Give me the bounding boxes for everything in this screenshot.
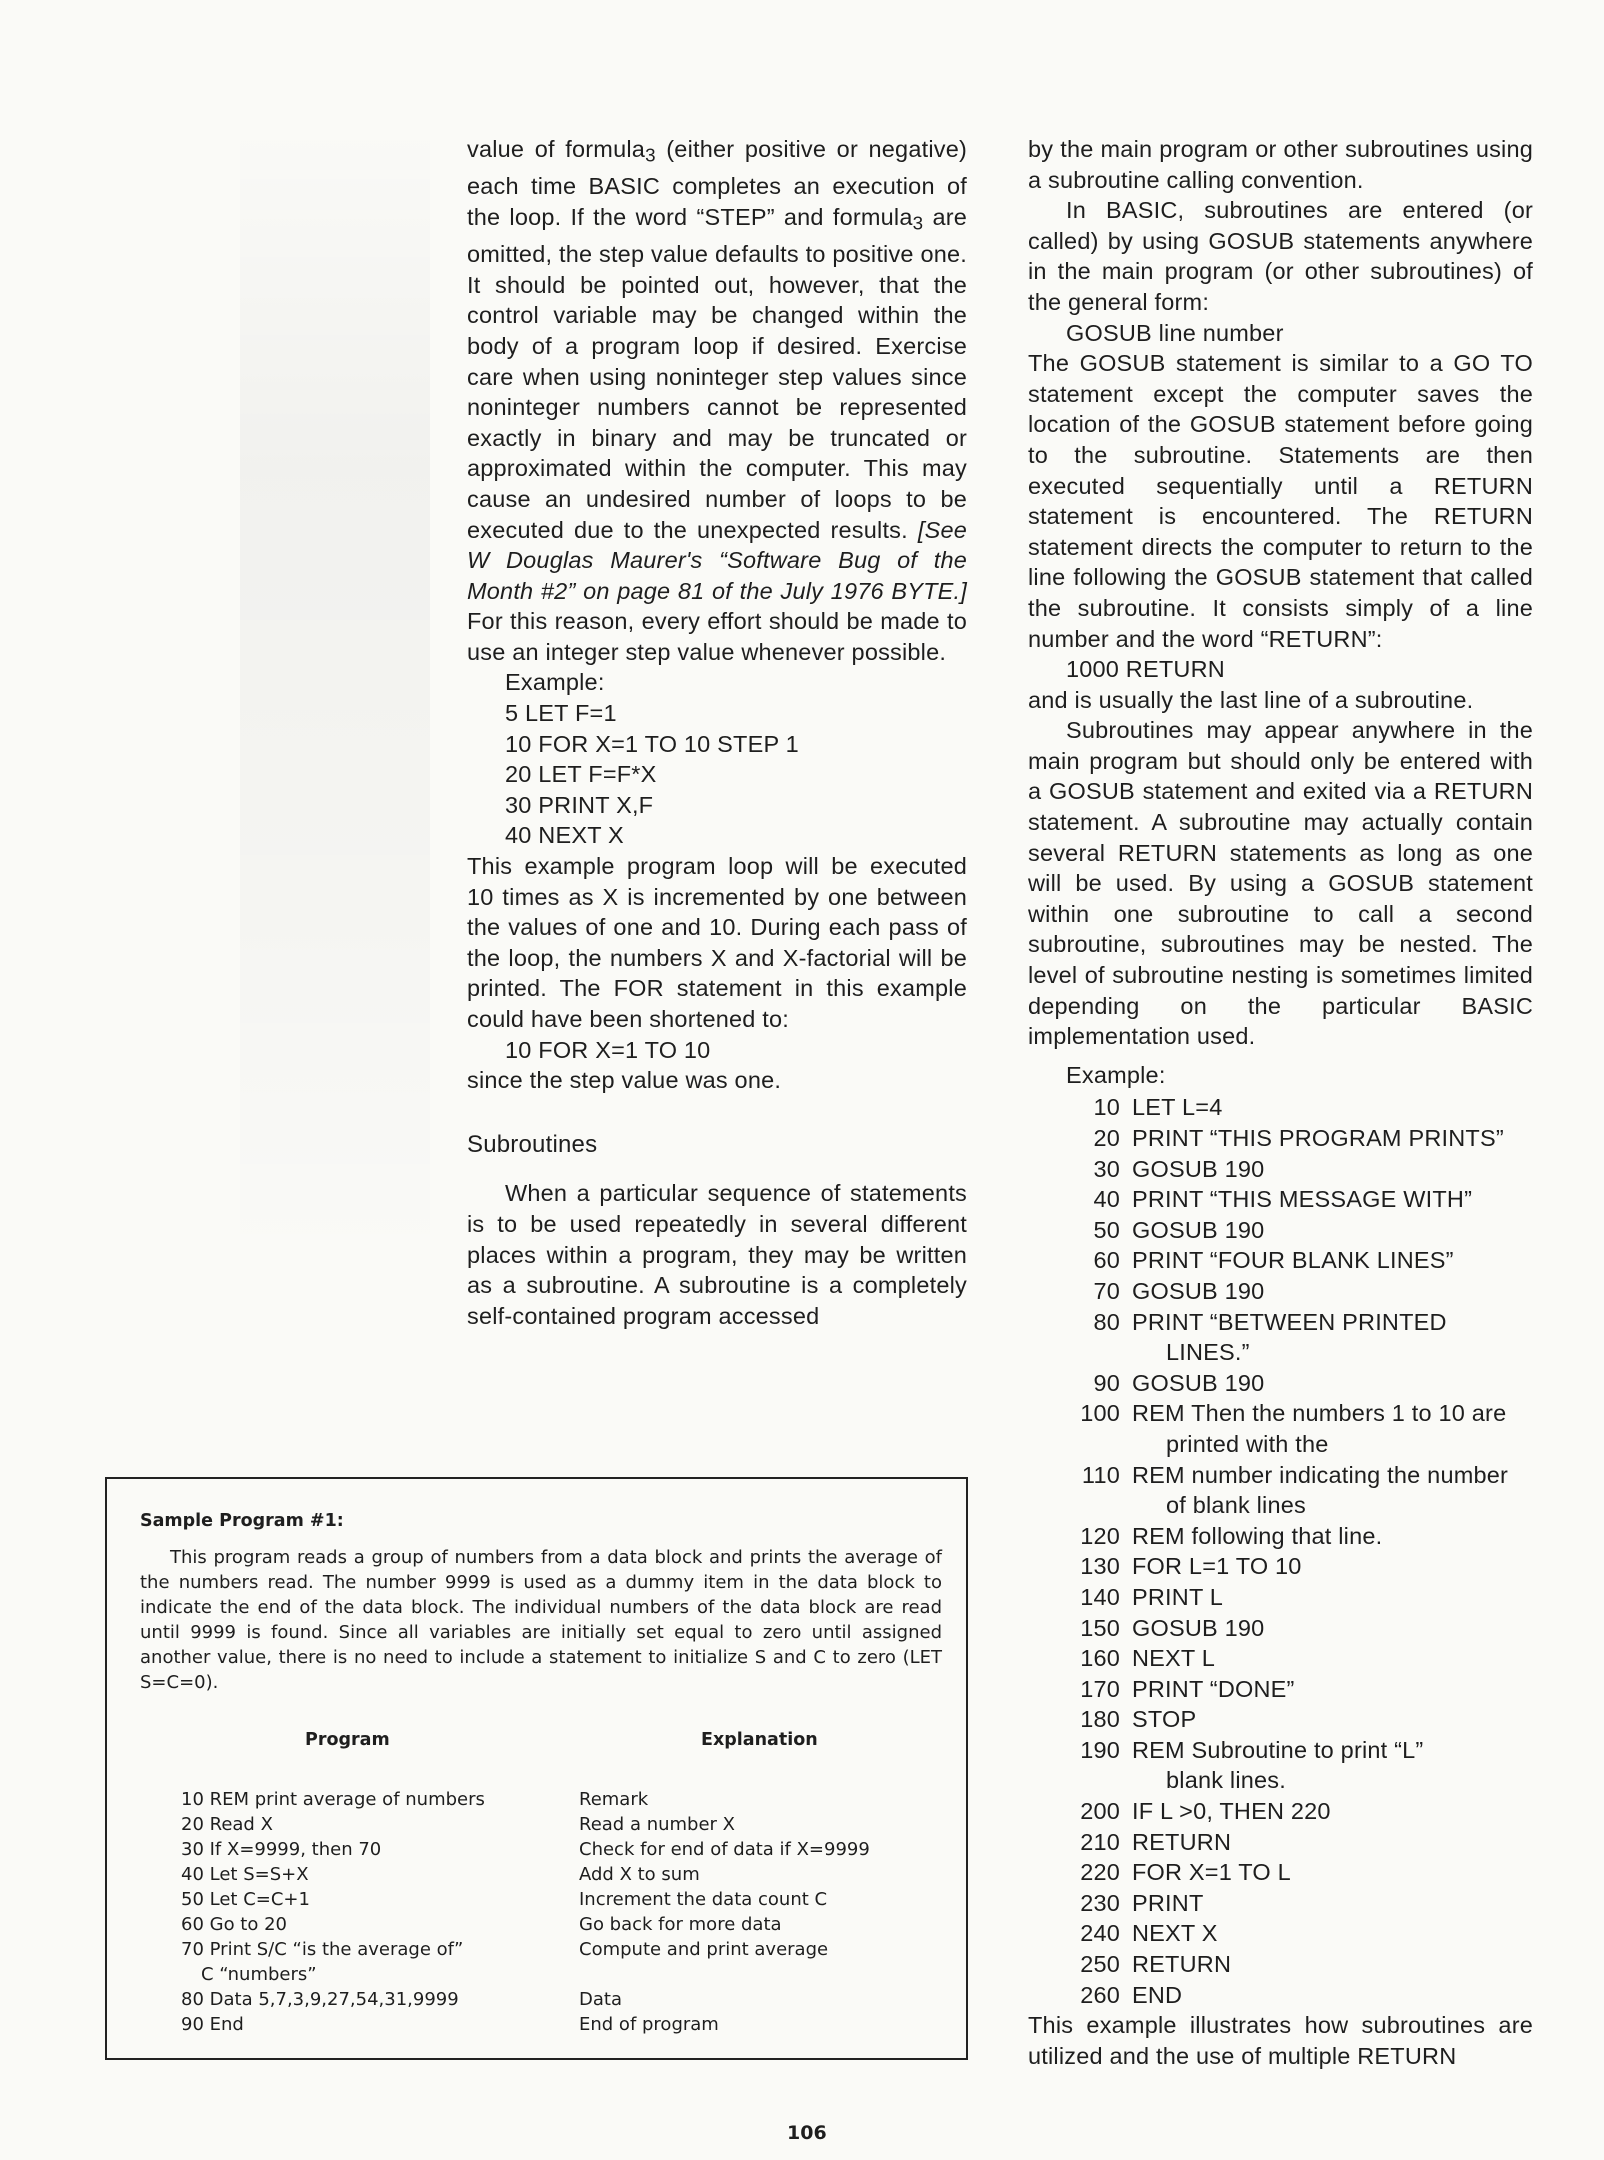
program-listing [1028, 1092, 1533, 2010]
short-code: 10 FOR X=1 TO 10 [505, 1036, 711, 1063]
sample-program-box [105, 1477, 968, 2060]
program-column-header: Program [305, 1730, 390, 1750]
paragraph-gosub-intro: In BASIC, subroutines are entered (or called) by using GOSUB statements anywhere in the main program (or other subroutines) of the general form: [1028, 197, 1533, 315]
code-line: 40 NEXT X [505, 822, 624, 849]
listing-line: 80 PRINT “BETWEEN PRINTED [1093, 1308, 1447, 1335]
sample-program-table [181, 1787, 921, 2037]
return-code: 1000 RETURN [1066, 656, 1225, 683]
paragraph-gosub-explained: The GOSUB statement is similar to a GO TO statement except the computer saves the location of the GOSUB statement before going to the subroutine. Statements are then executed sequentially until a RETURN statement is encountered. The RETURN statement directs the computer to return to the line following the GOSUB statement that called the subroutine. It consists simply of a line number and the word “RETURN”: [1028, 350, 1533, 652]
listing-line: 90 GOSUB 190 [1093, 1369, 1265, 1396]
listing-line: 180 STOP [1080, 1706, 1197, 1733]
code-line: 30 PRINT X,F [505, 791, 654, 818]
table-row: 80 Data 5,7,3,9,27,54,31,9999 Data [181, 1989, 622, 2010]
middle-column [467, 134, 967, 1331]
code-line: 5 LET F=1 [505, 700, 617, 727]
listing-line: 210 RETURN [1080, 1828, 1232, 1855]
listing-line: 140 PRINT L [1080, 1583, 1224, 1610]
listing-line: 130 FOR L=1 TO 10 [1080, 1553, 1302, 1580]
page-shadow [240, 120, 430, 1270]
sample-program-title: Sample Program #1: [140, 1511, 344, 1531]
table-row: 40 Let S=S+X Add X to sum [181, 1864, 700, 1885]
listing-line: 110 REM number indicating the number [1081, 1461, 1509, 1488]
code-line: 20 LET F=F*X [505, 761, 657, 788]
page-number: 106 [787, 2122, 827, 2144]
sample-program-description: This program reads a group of numbers from a data block and prints the average of the numbers read. The number 9999 is used as a dummy item in the data block to indicate the end of the data block. The individual numbers of the data block are read until 9999 is found. Since all variables are initially set equal to zero until assigned another value, there is no need to include a statement to initialize S and C to zero (LET S=C=0). [140, 1547, 942, 1693]
listing-line: 170 PRINT “DONE” [1080, 1675, 1295, 1702]
table-row: 10 REM print average of numbers Remark [181, 1789, 649, 1810]
listing-line: 220 FOR X=1 TO L [1080, 1859, 1291, 1886]
listing-continuation: printed with the [1166, 1430, 1329, 1457]
example-label: Example: [505, 669, 605, 696]
code-line: 10 FOR X=1 TO 10 STEP 1 [505, 730, 799, 757]
example-block [467, 667, 967, 851]
listing-line: 50 GOSUB 190 [1093, 1216, 1265, 1243]
section-heading-subroutines: Subroutines [467, 1130, 598, 1158]
paragraph-calling-convention: by the main program or other subroutines using a subroutine calling convention. [1028, 136, 1533, 193]
listing-continuation: of blank lines [1166, 1492, 1306, 1519]
listing-line: 240 NEXT X [1080, 1920, 1218, 1947]
paragraph-last-line: and is usually the last line of a subroutine. [1028, 686, 1474, 713]
gosub-form: GOSUB line number [1066, 319, 1284, 346]
example-label-right: Example: [1066, 1061, 1166, 1088]
listing-line: 70 GOSUB 190 [1093, 1277, 1265, 1304]
table-row: 60 Go to 20 Go back for more data [181, 1914, 782, 1935]
paragraph-loop-explanation: This example program loop will be executed 10 times as X is incremented by one between the values of one and 10. During each pass of the loop, the numbers X and X-factorial will be printed. The FOR statement in this example could have been shortened to: [467, 853, 967, 1032]
listing-line: 30 GOSUB 190 [1093, 1155, 1265, 1182]
listing-continuation: LINES.” [1166, 1339, 1250, 1366]
table-row: C “numbers” [201, 1964, 317, 1985]
listing-line: 60 PRINT “FOUR BLANK LINES” [1093, 1247, 1454, 1274]
listing-line: 150 GOSUB 190 [1080, 1614, 1265, 1641]
listing-line: 250 RETURN [1080, 1951, 1232, 1978]
listing-line: 10 LET L=4 [1093, 1094, 1223, 1121]
right-column [1028, 134, 1533, 2071]
paragraph-multiple-return: This example illustrates how subroutines are utilized and the use of multiple RETURN [1028, 2012, 1533, 2069]
table-row: 30 If X=9999, then 70 Check for end of data if X=9999 [181, 1839, 870, 1860]
listing-line: 100 REM Then the numbers 1 to 10 are [1080, 1400, 1507, 1427]
table-row: 50 Let C=C+1 Increment the data count C [181, 1889, 828, 1910]
listing-line: 260 END [1080, 1981, 1183, 2008]
paragraph-step-one: since the step value was one. [467, 1067, 782, 1094]
listing-line: 40 PRINT “THIS MESSAGE WITH” [1093, 1186, 1473, 1213]
table-row: 70 Print S/C “is the average of” Compute and print average [181, 1939, 829, 1960]
paragraph-step-value: value of formula$_3$ (either positive or negative) each time BASIC completes an execution of the loop. If the word “STEP” and formula$_3$ are omitted, the step value defaults to positive one. It should be pointed out, however, that the control variable may be changed within the body of a program loop if desired. Exercise care when using noninteger step values since noninteger numbers cannot be represented exactly in binary and may be truncated or approximated within the computer. This may cause an undesired number of loops to be executed due to the unexpected results. [See W Douglas Maurer's “Software Bug of the Month #2” on page 81 of the July 1976 BYTE.] For this reason, every effort should be made to use an integer step value whenever possible. [467, 136, 968, 665]
paragraph-nesting: Subroutines may appear anywhere in the main program but should only be entered with a GOSUB statement and exited via a RETURN statement. A subroutine may actually contain several RETURN statements as long as one will be used. By using a GOSUB statement within one subroutine to call a second subroutine, subroutines may be nested. The level of subroutine nesting is sometimes limited depending on the particular BASIC implementation used. [1028, 717, 1533, 1050]
listing-line: 20 PRINT “THIS PROGRAM PRINTS” [1093, 1125, 1504, 1151]
listing-line: 230 PRINT [1080, 1889, 1204, 1916]
example-code [505, 698, 967, 851]
explanation-column-header: Explanation [701, 1730, 818, 1750]
byte-reference: [See W Douglas Maurer's “Software Bug of the Month #2” on page 81 of the July 1976 BYTE.] [467, 516, 967, 604]
table-row: 20 Read X Read a number X [181, 1814, 736, 1835]
table-row: 90 End End of program [181, 2014, 719, 2035]
listing-line: 190 REM Subroutine to print “L” [1080, 1736, 1424, 1763]
listing-continuation: blank lines. [1166, 1767, 1286, 1794]
listing-line: 120 REM following that line. [1080, 1522, 1383, 1549]
listing-line: 160 NEXT L [1080, 1645, 1216, 1672]
paragraph-subroutine-intro: When a particular sequence of statements is to be used repeatedly in several different places within a program, they may be written as a subroutine. A subroutine is a completely self-contained program accessed [467, 1180, 967, 1329]
listing-line: 200 IF L >0, THEN 220 [1080, 1798, 1331, 1825]
